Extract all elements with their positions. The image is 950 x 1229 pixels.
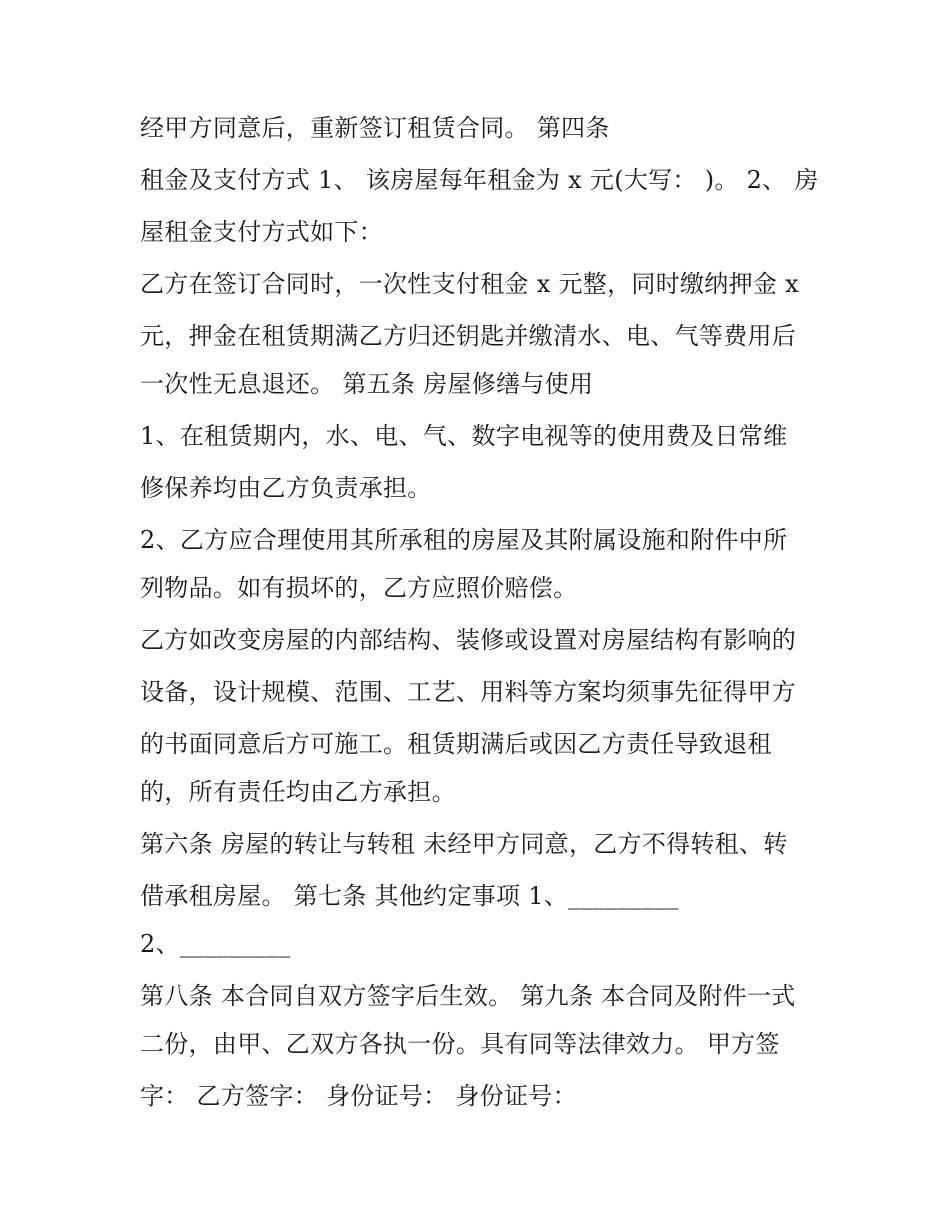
text-line: 屋租金支付方式如下： [140, 218, 383, 246]
text-line: 设备，设计规模、范围、工艺、用料等方案均须事先征得甲方 [140, 678, 797, 706]
text-line: 1、在租赁期内，水、电、气、数字电视等的使用费及日常维 [140, 422, 788, 450]
text-line: 2、乙方应合理使用其所承租的房屋及其附属设施和附件中所 [140, 526, 788, 554]
text-line: 借承租房屋。 第七条 其他约定事项 1、_________ [140, 882, 679, 910]
text-line: 第八条 本合同自双方签字后生效。 第九条 本合同及附件一式 [140, 982, 796, 1010]
text-line: 元，押金在租赁期满乙方归还钥匙并缴清水、电、气等费用后 [140, 322, 797, 350]
text-line: 的，所有责任均由乙方承担。 [140, 778, 456, 806]
text-line: 字： 乙方签字： 身份证号： 身份证号： [140, 1082, 577, 1110]
text-line: 2、_________ [140, 930, 291, 958]
text-line: 一次性无息退还。 第五条 房屋修缮与使用 [140, 370, 594, 398]
text-line: 经甲方同意后，重新签订租赁合同。 第四条 [140, 114, 610, 142]
text-line: 乙方如改变房屋的内部结构、装修或设置对房屋结构有影响的 [140, 626, 797, 654]
text-line: 租金及支付方式 1、 该房屋每年租金为 x 元(大写： )。 2、 房 [140, 166, 819, 194]
text-line: 的书面同意后方可施工。租赁期满后或因乙方责任导致退租 [140, 730, 772, 758]
text-line: 第六条 房屋的转让与转租 未经甲方同意，乙方不得转租、转 [140, 830, 788, 858]
text-line: 乙方在签订合同时，一次性支付租金 x 元整，同时缴纳押金 x [140, 270, 799, 298]
text-line: 列物品。如有损坏的，乙方应照价赔偿。 [140, 574, 578, 602]
text-line: 修保养均由乙方负责承担。 [140, 474, 432, 502]
text-line: 二份，由甲、乙双方各执一份。具有同等法律效力。 甲方签 [140, 1030, 780, 1058]
